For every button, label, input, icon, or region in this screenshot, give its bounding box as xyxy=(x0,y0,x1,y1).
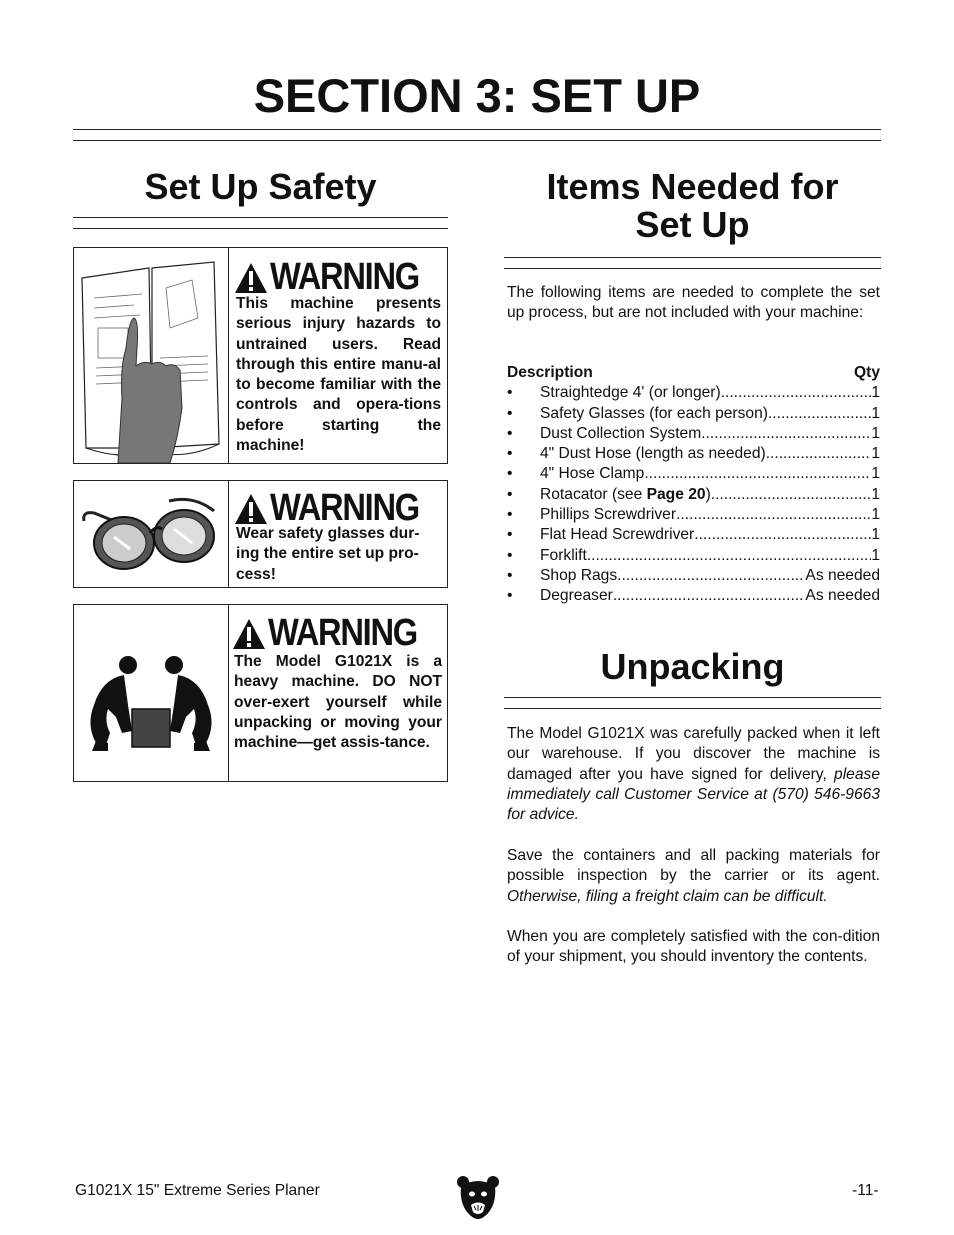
list-item: • Forklift ..... 1 xyxy=(507,546,880,566)
items-needed-heading xyxy=(504,168,881,244)
col-description: Description xyxy=(507,364,593,381)
warning-label: WARNING xyxy=(232,612,441,655)
items-rule-2 xyxy=(504,268,881,269)
list-item: • Dust Collection System ..... 1 xyxy=(507,424,880,444)
safety-rule-2 xyxy=(73,228,448,229)
title-rule-bottom xyxy=(73,140,881,141)
two-person-lift-illustration xyxy=(74,605,229,781)
warning-triangle-icon xyxy=(234,493,268,525)
list-item: • Rotacator (see Page 20) ..... 1 xyxy=(507,485,880,505)
warning-label: WARNING xyxy=(234,487,443,530)
list-item: • Degreaser ..... As needed xyxy=(507,586,880,606)
unpacking-rule-2 xyxy=(504,708,881,709)
warning-box-heavy-machine xyxy=(73,604,448,782)
list-item: • Shop Rags ..... As needed xyxy=(507,566,880,586)
list-item: • Phillips Screwdriver ..... 1 xyxy=(507,505,880,525)
set-up-safety-heading: Set Up Safety xyxy=(144,166,377,207)
list-item: • Straightedge 4' (or longer) ..... 1 xyxy=(507,383,880,403)
unpacking-heading: Unpacking xyxy=(600,646,785,687)
items-list-header xyxy=(507,363,880,383)
warning-text: The Model G1021X is a heavy machine. DO NOT over-exert yourself while unpacking or moving your machine—get assis-tance. xyxy=(234,653,442,752)
bear-logo-icon xyxy=(455,1172,501,1222)
safety-glasses-illustration xyxy=(74,481,229,587)
items-needed-heading-line2: Set Up xyxy=(635,204,750,245)
title-rule-top xyxy=(73,129,881,130)
items-intro: The following items are needed to complete the set up process, but are not included with your machine: xyxy=(507,284,880,322)
unpacking-paragraph-2: Save the containers and all packing materials for possible inspection by the carrier or its agent. Otherwise, filing a freight claim can be difficult. xyxy=(507,847,880,905)
warning-text: This machine presents serious injury hazards to untrained users. Read through this entire manu-al to become familiar with the controls and opera-tions before starting the machine! xyxy=(236,295,441,455)
section-title: SECTION 3: SET UP xyxy=(253,69,701,122)
items-needed-heading-line1: Items Needed for xyxy=(546,166,839,207)
warning-triangle-icon xyxy=(232,618,266,650)
unpacking-paragraph-3: When you are completely satisfied with the con-dition of your shipment, you should inventory the contents. xyxy=(507,928,880,966)
list-item: • Flat Head Screwdriver ..... 1 xyxy=(507,525,880,545)
warning-label: WARNING xyxy=(234,256,443,299)
list-item: • 4" Hose Clamp ..... 1 xyxy=(507,464,880,484)
list-item: • Safety Glasses (for each person) ..... 1 xyxy=(507,404,880,424)
safety-rule-1 xyxy=(73,217,448,218)
warning-box-safety-glasses xyxy=(73,480,448,588)
unpacking-paragraph-1: The Model G1021X was carefully packed when it left our warehouse. If you discover the machine is damaged after you have signed for delivery, please immediately call Customer Service at (570) 546-9663 for advice. xyxy=(507,725,880,824)
page-reference: Page 20 xyxy=(646,485,706,503)
unpacking-rule-1 xyxy=(504,697,881,698)
warning-text: Wear safety glasses dur-ing the entire set up pro-cess! xyxy=(236,525,420,583)
footer-page-number: -11- xyxy=(852,1182,879,1199)
warning-triangle-icon xyxy=(234,262,268,294)
manual-reading-illustration xyxy=(74,248,229,463)
warning-box-read-manual xyxy=(73,247,448,464)
list-item: • 4" Dust Hose (length as needed) ..... 1 xyxy=(507,444,880,464)
items-list xyxy=(507,363,880,607)
items-rule-1 xyxy=(504,257,881,258)
footer-model: G1021X 15" Extreme Series Planer xyxy=(75,1182,320,1199)
col-qty: Qty xyxy=(854,364,880,381)
